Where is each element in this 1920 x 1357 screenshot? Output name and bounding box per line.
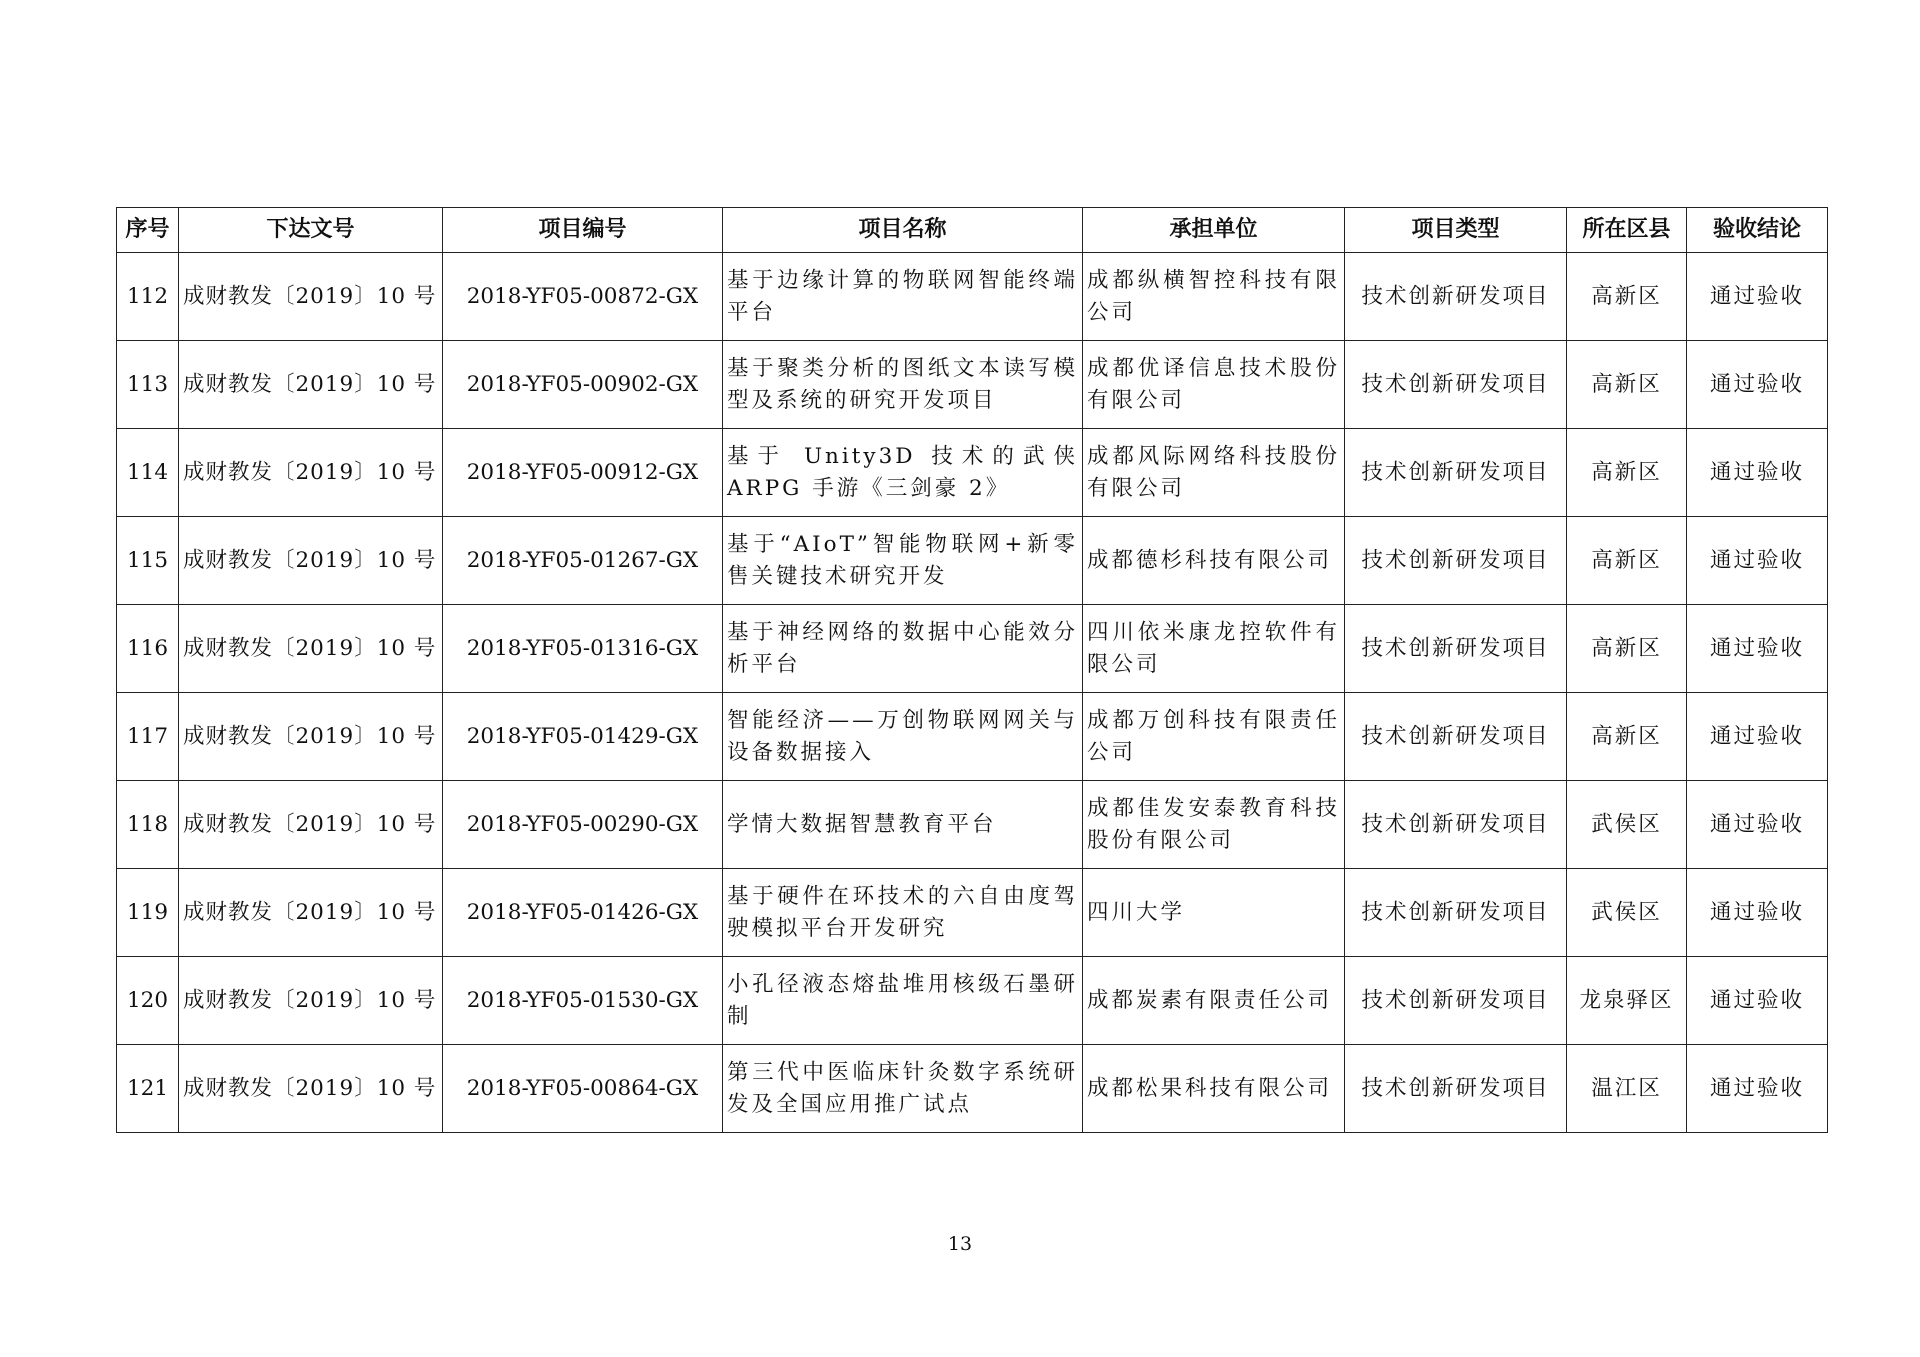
cell-serial-number: 120	[117, 957, 179, 1045]
cell-project-type: 技术创新研发项目	[1345, 517, 1567, 605]
cell-undertaking-unit: 四川依米康龙控软件有限公司	[1083, 605, 1345, 693]
cell-undertaking-unit: 成都万创科技有限责任公司	[1083, 693, 1345, 781]
cell-acceptance-result: 通过验收	[1687, 341, 1828, 429]
cell-undertaking-unit: 成都优译信息技术股份有限公司	[1083, 341, 1345, 429]
cell-project-name: 智能经济——万创物联网网关与设备数据接入	[723, 693, 1083, 781]
page-number: 13	[947, 1233, 973, 1255]
table-row	[117, 605, 1828, 693]
cell-serial-number: 119	[117, 869, 179, 957]
cell-project-code: 2018-YF05-00864-GX	[443, 1045, 723, 1133]
cell-district: 武侯区	[1567, 781, 1687, 869]
cell-project-type: 技术创新研发项目	[1345, 693, 1567, 781]
cell-project-code: 2018-YF05-00902-GX	[443, 341, 723, 429]
cell-project-name: 基于硬件在环技术的六自由度驾驶模拟平台开发研究	[723, 869, 1083, 957]
cell-project-type: 技术创新研发项目	[1345, 253, 1567, 341]
cell-project-name: 学情大数据智慧教育平台	[723, 781, 1083, 869]
table-row	[117, 693, 1828, 781]
cell-document-number: 成财教发〔2019〕10 号	[179, 1045, 443, 1133]
table-row	[117, 957, 1828, 1045]
cell-document-number: 成财教发〔2019〕10 号	[179, 869, 443, 957]
cell-project-type: 技术创新研发项目	[1345, 605, 1567, 693]
cell-project-name: 小孔径液态熔盐堆用核级石墨研制	[723, 957, 1083, 1045]
header-serial-number: 序号	[117, 208, 179, 253]
cell-undertaking-unit: 成都纵横智控科技有限公司	[1083, 253, 1345, 341]
cell-acceptance-result: 通过验收	[1687, 869, 1828, 957]
header-district: 所在区县	[1567, 208, 1687, 253]
cell-serial-number: 117	[117, 693, 179, 781]
cell-acceptance-result: 通过验收	[1687, 605, 1828, 693]
cell-acceptance-result: 通过验收	[1687, 1045, 1828, 1133]
cell-project-name: 第三代中医临床针灸数字系统研发及全国应用推广试点	[723, 1045, 1083, 1133]
cell-acceptance-result: 通过验收	[1687, 429, 1828, 517]
cell-project-type: 技术创新研发项目	[1345, 341, 1567, 429]
cell-project-type: 技术创新研发项目	[1345, 957, 1567, 1045]
table-row	[117, 253, 1828, 341]
cell-undertaking-unit: 成都风际网络科技股份有限公司	[1083, 429, 1345, 517]
header-project-code: 项目编号	[443, 208, 723, 253]
cell-serial-number: 115	[117, 517, 179, 605]
cell-project-name: 基于“AIoT”智能物联网+新零售关键技术研究开发	[723, 517, 1083, 605]
cell-document-number: 成财教发〔2019〕10 号	[179, 781, 443, 869]
cell-project-type: 技术创新研发项目	[1345, 1045, 1567, 1133]
cell-undertaking-unit: 成都佳发安泰教育科技股份有限公司	[1083, 781, 1345, 869]
cell-project-code: 2018-YF05-01426-GX	[443, 869, 723, 957]
cell-acceptance-result: 通过验收	[1687, 693, 1828, 781]
cell-project-code: 2018-YF05-01429-GX	[443, 693, 723, 781]
cell-project-type: 技术创新研发项目	[1345, 429, 1567, 517]
cell-acceptance-result: 通过验收	[1687, 517, 1828, 605]
project-acceptance-table	[116, 207, 1828, 1133]
header-document-number: 下达文号	[179, 208, 443, 253]
cell-project-code: 2018-YF05-01316-GX	[443, 605, 723, 693]
cell-undertaking-unit: 成都德杉科技有限公司	[1083, 517, 1345, 605]
header-project-name: 项目名称	[723, 208, 1083, 253]
cell-serial-number: 116	[117, 605, 179, 693]
cell-project-name: 基于边缘计算的物联网智能终端平台	[723, 253, 1083, 341]
table-row	[117, 341, 1828, 429]
cell-project-name: 基于聚类分析的图纸文本读写模型及系统的研究开发项目	[723, 341, 1083, 429]
cell-project-code: 2018-YF05-01530-GX	[443, 957, 723, 1045]
cell-district: 温江区	[1567, 1045, 1687, 1133]
cell-district: 高新区	[1567, 693, 1687, 781]
cell-serial-number: 113	[117, 341, 179, 429]
cell-project-code: 2018-YF05-00290-GX	[443, 781, 723, 869]
header-project-type: 项目类型	[1345, 208, 1567, 253]
cell-document-number: 成财教发〔2019〕10 号	[179, 957, 443, 1045]
cell-district: 龙泉驿区	[1567, 957, 1687, 1045]
table-header-row	[117, 208, 1828, 253]
table-row	[117, 869, 1828, 957]
cell-document-number: 成财教发〔2019〕10 号	[179, 517, 443, 605]
cell-project-code: 2018-YF05-01267-GX	[443, 517, 723, 605]
cell-serial-number: 114	[117, 429, 179, 517]
cell-undertaking-unit: 成都松果科技有限公司	[1083, 1045, 1345, 1133]
cell-acceptance-result: 通过验收	[1687, 957, 1828, 1045]
table-row	[117, 781, 1828, 869]
cell-document-number: 成财教发〔2019〕10 号	[179, 605, 443, 693]
cell-serial-number: 118	[117, 781, 179, 869]
cell-serial-number: 112	[117, 253, 179, 341]
cell-project-code: 2018-YF05-00912-GX	[443, 429, 723, 517]
cell-project-name: 基于 Unity3D 技术的武侠 ARPG 手游《三剑豪 2》	[723, 429, 1083, 517]
cell-district: 高新区	[1567, 341, 1687, 429]
cell-district: 高新区	[1567, 605, 1687, 693]
table-row	[117, 1045, 1828, 1133]
cell-project-type: 技术创新研发项目	[1345, 869, 1567, 957]
cell-undertaking-unit: 成都炭素有限责任公司	[1083, 957, 1345, 1045]
table-row	[117, 429, 1828, 517]
cell-document-number: 成财教发〔2019〕10 号	[179, 429, 443, 517]
header-acceptance-result: 验收结论	[1687, 208, 1828, 253]
cell-acceptance-result: 通过验收	[1687, 781, 1828, 869]
header-undertaking-unit: 承担单位	[1083, 208, 1345, 253]
cell-document-number: 成财教发〔2019〕10 号	[179, 341, 443, 429]
cell-district: 武侯区	[1567, 869, 1687, 957]
table-row	[117, 517, 1828, 605]
cell-district: 高新区	[1567, 429, 1687, 517]
cell-serial-number: 121	[117, 1045, 179, 1133]
cell-project-code: 2018-YF05-00872-GX	[443, 253, 723, 341]
cell-district: 高新区	[1567, 253, 1687, 341]
cell-acceptance-result: 通过验收	[1687, 253, 1828, 341]
cell-document-number: 成财教发〔2019〕10 号	[179, 253, 443, 341]
cell-undertaking-unit: 四川大学	[1083, 869, 1345, 957]
cell-document-number: 成财教发〔2019〕10 号	[179, 693, 443, 781]
cell-project-type: 技术创新研发项目	[1345, 781, 1567, 869]
cell-district: 高新区	[1567, 517, 1687, 605]
cell-project-name: 基于神经网络的数据中心能效分析平台	[723, 605, 1083, 693]
